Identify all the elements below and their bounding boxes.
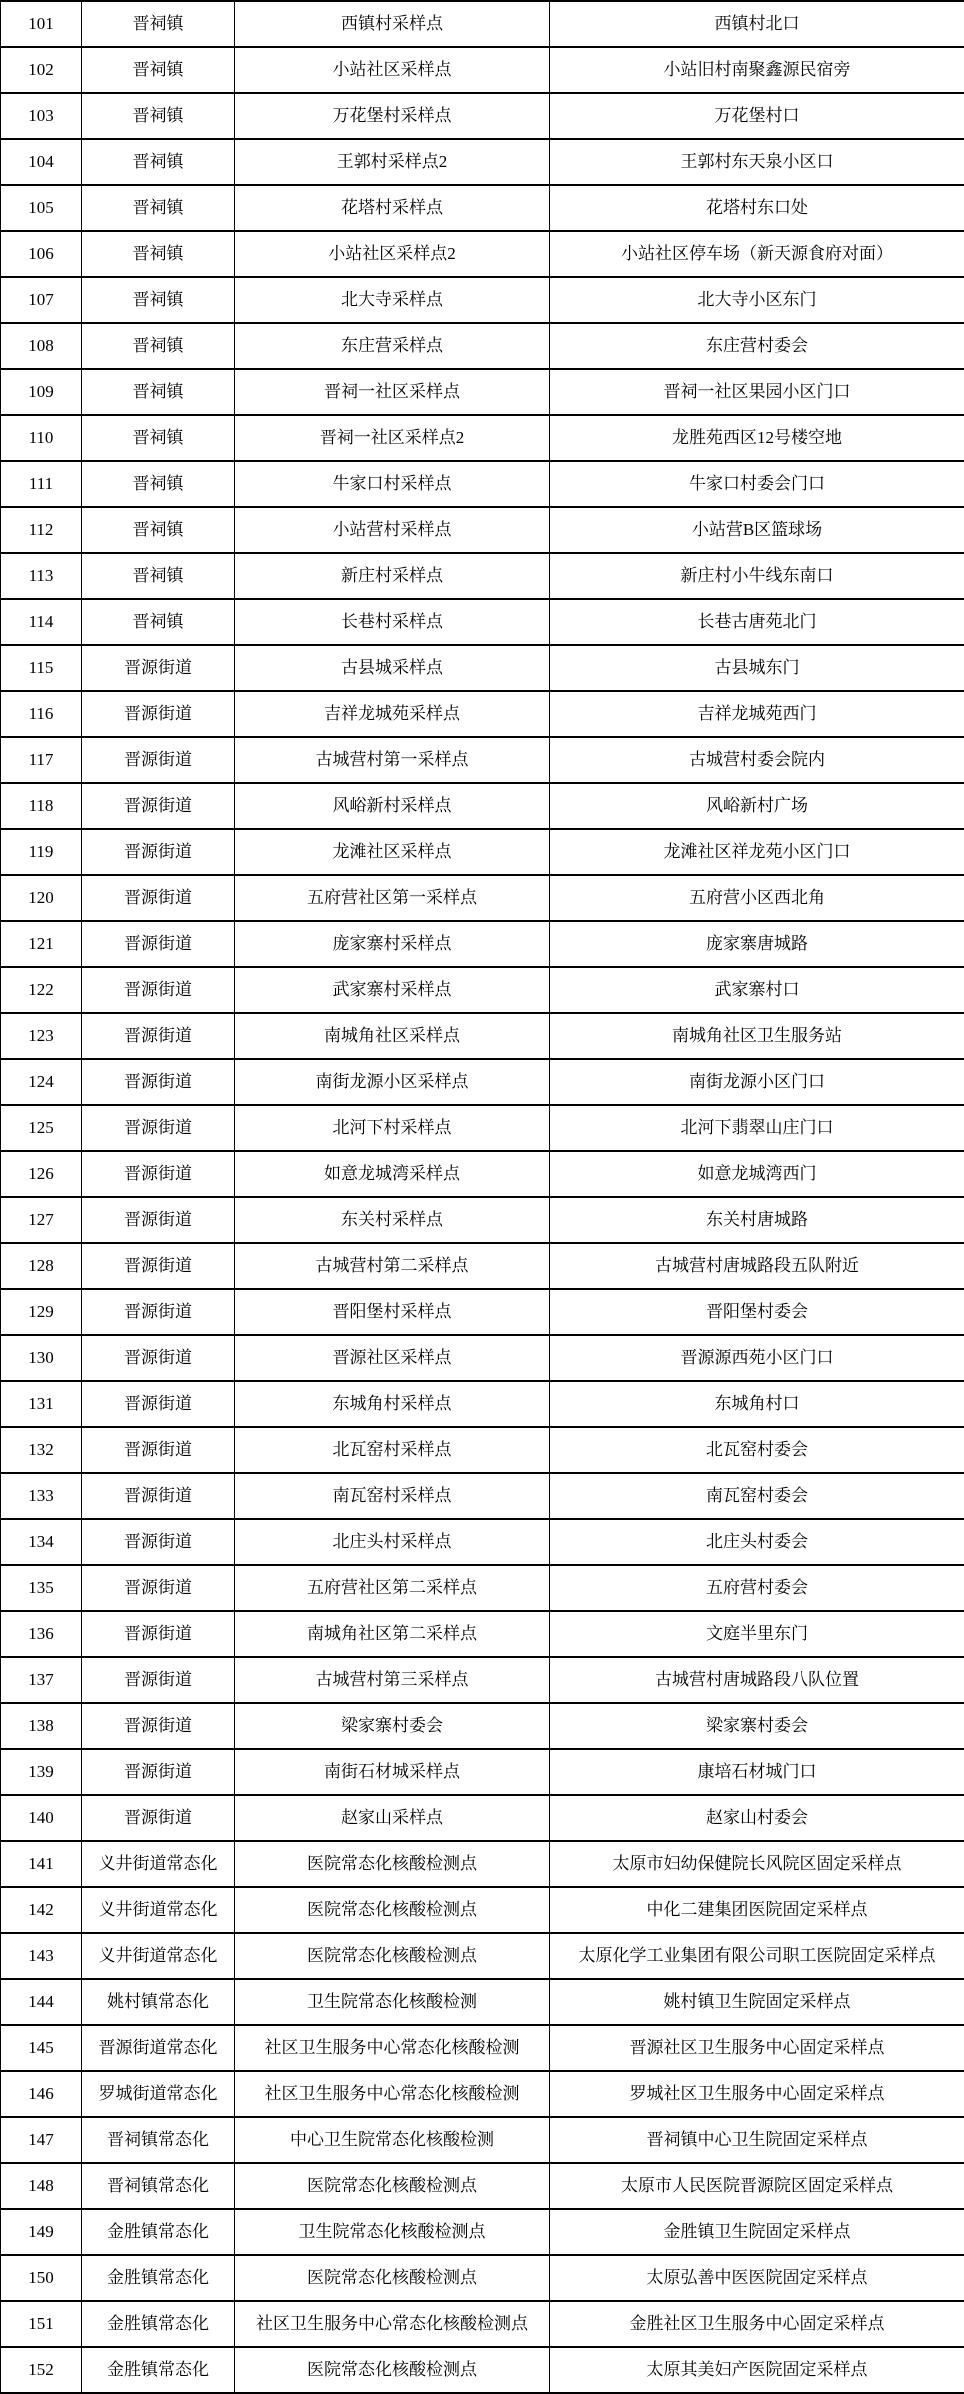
- row-number-cell: 111: [1, 461, 82, 507]
- point-name-cell: 花塔村采样点: [235, 185, 550, 231]
- point-name-cell: 北瓦窑村采样点: [235, 1427, 550, 1473]
- point-name-cell: 吉祥龙城苑采样点: [235, 691, 550, 737]
- district-cell: 晋源街道: [82, 1197, 235, 1243]
- point-name-cell: 晋源社区采样点: [235, 1335, 550, 1381]
- table-row: [1, 323, 964, 369]
- row-number-cell: 112: [1, 507, 82, 553]
- location-cell: 太原化学工业集团有限公司职工医院固定采样点: [550, 1933, 964, 1979]
- point-name-cell: 古城营村第三采样点: [235, 1657, 550, 1703]
- table-row: [1, 1335, 964, 1381]
- location-cell: 南街龙源小区门口: [550, 1059, 964, 1105]
- point-name-cell: 医院常态化核酸检测点: [235, 1841, 550, 1887]
- point-name-cell: 东城角村采样点: [235, 1381, 550, 1427]
- district-cell: 晋源街道: [82, 1795, 235, 1841]
- location-cell: 晋源社区卫生服务中心固定采样点: [550, 2025, 964, 2071]
- table-row: [1, 277, 964, 323]
- location-cell: 武家寨村口: [550, 967, 964, 1013]
- district-cell: 金胜镇常态化: [82, 2209, 235, 2255]
- table-row: [1, 93, 964, 139]
- point-name-cell: 北庄头村采样点: [235, 1519, 550, 1565]
- district-cell: 晋祠镇: [82, 47, 235, 93]
- table-row: [1, 1105, 964, 1151]
- point-name-cell: 卫生院常态化核酸检测点: [235, 2209, 550, 2255]
- row-number-cell: 133: [1, 1473, 82, 1519]
- table-row: [1, 599, 964, 645]
- location-cell: 金胜社区卫生服务中心固定采样点: [550, 2301, 964, 2347]
- row-number-cell: 115: [1, 645, 82, 691]
- district-cell: 晋源街道: [82, 1151, 235, 1197]
- location-cell: 北瓦窑村委会: [550, 1427, 964, 1473]
- table-row: [1, 2071, 964, 2117]
- point-name-cell: 晋祠一社区采样点2: [235, 415, 550, 461]
- row-number-cell: 131: [1, 1381, 82, 1427]
- location-cell: 古城营村委会院内: [550, 737, 964, 783]
- point-name-cell: 古城营村第二采样点: [235, 1243, 550, 1289]
- point-name-cell: 医院常态化核酸检测点: [235, 2347, 550, 2393]
- table-row: [1, 2301, 964, 2347]
- point-name-cell: 西镇村采样点: [235, 1, 550, 47]
- row-number-cell: 120: [1, 875, 82, 921]
- location-cell: 太原市妇幼保健院长风院区固定采样点: [550, 1841, 964, 1887]
- location-cell: 罗城社区卫生服务中心固定采样点: [550, 2071, 964, 2117]
- location-cell: 文庭半里东门: [550, 1611, 964, 1657]
- table-row: [1, 139, 964, 185]
- district-cell: 晋源街道: [82, 783, 235, 829]
- district-cell: 晋源街道: [82, 1289, 235, 1335]
- point-name-cell: 北大寺采样点: [235, 277, 550, 323]
- row-number-cell: 110: [1, 415, 82, 461]
- table-row: [1, 1565, 964, 1611]
- row-number-cell: 126: [1, 1151, 82, 1197]
- point-name-cell: 风峪新村采样点: [235, 783, 550, 829]
- row-number-cell: 135: [1, 1565, 82, 1611]
- row-number-cell: 152: [1, 2347, 82, 2393]
- point-name-cell: 南街石材城采样点: [235, 1749, 550, 1795]
- table-row: [1, 829, 964, 875]
- row-number-cell: 128: [1, 1243, 82, 1289]
- table-row: [1, 2025, 964, 2071]
- row-number-cell: 102: [1, 47, 82, 93]
- district-cell: 金胜镇常态化: [82, 2255, 235, 2301]
- location-cell: 晋源源西苑小区门口: [550, 1335, 964, 1381]
- row-number-cell: 143: [1, 1933, 82, 1979]
- table-row: [1, 1887, 964, 1933]
- point-name-cell: 中心卫生院常态化核酸检测: [235, 2117, 550, 2163]
- location-cell: 北大寺小区东门: [550, 277, 964, 323]
- location-cell: 长巷古唐苑北门: [550, 599, 964, 645]
- location-cell: 东庄营村委会: [550, 323, 964, 369]
- table-row: [1, 553, 964, 599]
- location-cell: 晋祠一社区果园小区门口: [550, 369, 964, 415]
- point-name-cell: 卫生院常态化核酸检测: [235, 1979, 550, 2025]
- district-cell: 金胜镇常态化: [82, 2301, 235, 2347]
- district-cell: 晋源街道: [82, 1565, 235, 1611]
- district-cell: 晋祠镇: [82, 461, 235, 507]
- row-number-cell: 101: [1, 1, 82, 47]
- location-cell: 西镇村北口: [550, 1, 964, 47]
- table-row: [1, 185, 964, 231]
- location-cell: 北庄头村委会: [550, 1519, 964, 1565]
- table-row: [1, 1841, 964, 1887]
- district-cell: 晋祠镇: [82, 599, 235, 645]
- location-cell: 金胜镇卫生院固定采样点: [550, 2209, 964, 2255]
- location-cell: 万花堡村口: [550, 93, 964, 139]
- location-cell: 古县城东门: [550, 645, 964, 691]
- district-cell: 晋祠镇常态化: [82, 2163, 235, 2209]
- district-cell: 晋祠镇: [82, 369, 235, 415]
- location-cell: 晋阳堡村委会: [550, 1289, 964, 1335]
- row-number-cell: 105: [1, 185, 82, 231]
- table-row: [1, 1381, 964, 1427]
- row-number-cell: 119: [1, 829, 82, 875]
- point-name-cell: 武家寨村采样点: [235, 967, 550, 1013]
- table-row: [1, 1243, 964, 1289]
- district-cell: 晋祠镇: [82, 139, 235, 185]
- location-cell: 小站营B区篮球场: [550, 507, 964, 553]
- district-cell: 晋祠镇: [82, 323, 235, 369]
- location-cell: 南瓦窑村委会: [550, 1473, 964, 1519]
- row-number-cell: 116: [1, 691, 82, 737]
- row-number-cell: 125: [1, 1105, 82, 1151]
- district-cell: 晋祠镇: [82, 415, 235, 461]
- point-name-cell: 医院常态化核酸检测点: [235, 1887, 550, 1933]
- row-number-cell: 124: [1, 1059, 82, 1105]
- location-cell: 风峪新村广场: [550, 783, 964, 829]
- district-cell: 晋源街道: [82, 875, 235, 921]
- location-cell: 中化二建集团医院固定采样点: [550, 1887, 964, 1933]
- location-cell: 五府营村委会: [550, 1565, 964, 1611]
- location-cell: 小站社区停车场（新天源食府对面）: [550, 231, 964, 277]
- point-name-cell: 社区卫生服务中心常态化核酸检测: [235, 2071, 550, 2117]
- location-cell: 五府营小区西北角: [550, 875, 964, 921]
- table-row: [1, 2255, 964, 2301]
- table-row: [1, 2209, 964, 2255]
- table-row: [1, 921, 964, 967]
- location-cell: 梁家寨村委会: [550, 1703, 964, 1749]
- row-number-cell: 127: [1, 1197, 82, 1243]
- table-row: [1, 1657, 964, 1703]
- table-row: [1, 231, 964, 277]
- district-cell: 晋源街道: [82, 1013, 235, 1059]
- point-name-cell: 南瓦窑村采样点: [235, 1473, 550, 1519]
- point-name-cell: 晋阳堡村采样点: [235, 1289, 550, 1335]
- row-number-cell: 129: [1, 1289, 82, 1335]
- location-cell: 太原其美妇产医院固定采样点: [550, 2347, 964, 2393]
- location-cell: 赵家山村委会: [550, 1795, 964, 1841]
- location-cell: 吉祥龙城苑西门: [550, 691, 964, 737]
- location-cell: 新庄村小牛线东南口: [550, 553, 964, 599]
- point-name-cell: 东关村采样点: [235, 1197, 550, 1243]
- location-cell: 龙胜苑西区12号楼空地: [550, 415, 964, 461]
- point-name-cell: 五府营社区第二采样点: [235, 1565, 550, 1611]
- row-number-cell: 136: [1, 1611, 82, 1657]
- point-name-cell: 万花堡村采样点: [235, 93, 550, 139]
- district-cell: 义井街道常态化: [82, 1841, 235, 1887]
- table-row: [1, 1749, 964, 1795]
- location-cell: 王郭村东天泉小区口: [550, 139, 964, 185]
- row-number-cell: 123: [1, 1013, 82, 1059]
- point-name-cell: 医院常态化核酸检测点: [235, 2255, 550, 2301]
- table-row: [1, 691, 964, 737]
- location-cell: 姚村镇卫生院固定采样点: [550, 1979, 964, 2025]
- row-number-cell: 107: [1, 277, 82, 323]
- district-cell: 晋祠镇: [82, 185, 235, 231]
- row-number-cell: 106: [1, 231, 82, 277]
- district-cell: 晋源街道: [82, 1703, 235, 1749]
- table-row: [1, 2117, 964, 2163]
- point-name-cell: 牛家口村采样点: [235, 461, 550, 507]
- row-number-cell: 140: [1, 1795, 82, 1841]
- district-cell: 晋源街道: [82, 1749, 235, 1795]
- point-name-cell: 如意龙城湾采样点: [235, 1151, 550, 1197]
- location-cell: 古城营村唐城路段八队位置: [550, 1657, 964, 1703]
- location-cell: 东城角村口: [550, 1381, 964, 1427]
- point-name-cell: 南城角社区采样点: [235, 1013, 550, 1059]
- location-cell: 东关村唐城路: [550, 1197, 964, 1243]
- row-number-cell: 104: [1, 139, 82, 185]
- row-number-cell: 114: [1, 599, 82, 645]
- district-cell: 晋源街道: [82, 1473, 235, 1519]
- point-name-cell: 五府营社区第一采样点: [235, 875, 550, 921]
- point-name-cell: 龙滩社区采样点: [235, 829, 550, 875]
- district-cell: 晋祠镇: [82, 553, 235, 599]
- row-number-cell: 146: [1, 2071, 82, 2117]
- row-number-cell: 141: [1, 1841, 82, 1887]
- district-cell: 晋源街道: [82, 1335, 235, 1381]
- point-name-cell: 赵家山采样点: [235, 1795, 550, 1841]
- point-name-cell: 梁家寨村委会: [235, 1703, 550, 1749]
- district-cell: 晋源街道: [82, 921, 235, 967]
- table-row: [1, 1473, 964, 1519]
- row-number-cell: 139: [1, 1749, 82, 1795]
- row-number-cell: 109: [1, 369, 82, 415]
- district-cell: 晋源街道: [82, 1427, 235, 1473]
- district-cell: 晋源街道: [82, 1243, 235, 1289]
- row-number-cell: 138: [1, 1703, 82, 1749]
- point-name-cell: 东庄营采样点: [235, 323, 550, 369]
- table-row: [1, 1, 964, 47]
- location-cell: 古城营村唐城路段五队附近: [550, 1243, 964, 1289]
- table-row: [1, 875, 964, 921]
- district-cell: 晋源街道: [82, 1381, 235, 1427]
- row-number-cell: 147: [1, 2117, 82, 2163]
- point-name-cell: 庞家寨村采样点: [235, 921, 550, 967]
- district-cell: 晋源街道: [82, 967, 235, 1013]
- location-cell: 小站旧村南聚鑫源民宿旁: [550, 47, 964, 93]
- district-cell: 晋源街道: [82, 829, 235, 875]
- table-row: [1, 1197, 964, 1243]
- point-name-cell: 王郭村采样点2: [235, 139, 550, 185]
- table-row: [1, 967, 964, 1013]
- district-cell: 晋源街道: [82, 1105, 235, 1151]
- table-row: [1, 1933, 964, 1979]
- table-row: [1, 47, 964, 93]
- district-cell: 晋祠镇: [82, 277, 235, 323]
- row-number-cell: 103: [1, 93, 82, 139]
- location-cell: 北河下翡翠山庄门口: [550, 1105, 964, 1151]
- table-row: [1, 2347, 964, 2393]
- row-number-cell: 118: [1, 783, 82, 829]
- location-cell: 花塔村东口处: [550, 185, 964, 231]
- row-number-cell: 144: [1, 1979, 82, 2025]
- table-body: [1, 1, 964, 2393]
- row-number-cell: 142: [1, 1887, 82, 1933]
- row-number-cell: 134: [1, 1519, 82, 1565]
- table-row: [1, 1427, 964, 1473]
- point-name-cell: 医院常态化核酸检测点: [235, 1933, 550, 1979]
- table-row: [1, 415, 964, 461]
- location-cell: 如意龙城湾西门: [550, 1151, 964, 1197]
- point-name-cell: 古城营村第一采样点: [235, 737, 550, 783]
- district-cell: 晋源街道: [82, 691, 235, 737]
- point-name-cell: 社区卫生服务中心常态化核酸检测点: [235, 2301, 550, 2347]
- district-cell: 晋源街道: [82, 737, 235, 783]
- table-row: [1, 1519, 964, 1565]
- table-row: [1, 1289, 964, 1335]
- row-number-cell: 151: [1, 2301, 82, 2347]
- row-number-cell: 117: [1, 737, 82, 783]
- table-row: [1, 461, 964, 507]
- row-number-cell: 122: [1, 967, 82, 1013]
- location-cell: 龙滩社区祥龙苑小区门口: [550, 829, 964, 875]
- location-cell: 太原市人民医院晋源院区固定采样点: [550, 2163, 964, 2209]
- location-cell: 庞家寨唐城路: [550, 921, 964, 967]
- district-cell: 晋源街道常态化: [82, 2025, 235, 2071]
- district-cell: 晋源街道: [82, 1519, 235, 1565]
- district-cell: 晋祠镇: [82, 93, 235, 139]
- row-number-cell: 145: [1, 2025, 82, 2071]
- row-number-cell: 121: [1, 921, 82, 967]
- table-row: [1, 737, 964, 783]
- district-cell: 晋祠镇: [82, 1, 235, 47]
- table-row: [1, 645, 964, 691]
- point-name-cell: 南街龙源小区采样点: [235, 1059, 550, 1105]
- table-row: [1, 1795, 964, 1841]
- table-row: [1, 1151, 964, 1197]
- point-name-cell: 小站营村采样点: [235, 507, 550, 553]
- table-row: [1, 369, 964, 415]
- table-row: [1, 1013, 964, 1059]
- district-cell: 金胜镇常态化: [82, 2347, 235, 2393]
- table-row: [1, 1611, 964, 1657]
- row-number-cell: 108: [1, 323, 82, 369]
- table-row: [1, 507, 964, 553]
- row-number-cell: 148: [1, 2163, 82, 2209]
- point-name-cell: 社区卫生服务中心常态化核酸检测: [235, 2025, 550, 2071]
- district-cell: 姚村镇常态化: [82, 1979, 235, 2025]
- row-number-cell: 150: [1, 2255, 82, 2301]
- table-row: [1, 1703, 964, 1749]
- district-cell: 晋源街道: [82, 645, 235, 691]
- point-name-cell: 北河下村采样点: [235, 1105, 550, 1151]
- row-number-cell: 130: [1, 1335, 82, 1381]
- point-name-cell: 医院常态化核酸检测点: [235, 2163, 550, 2209]
- location-cell: 晋祠镇中心卫生院固定采样点: [550, 2117, 964, 2163]
- district-cell: 义井街道常态化: [82, 1887, 235, 1933]
- district-cell: 晋源街道: [82, 1657, 235, 1703]
- point-name-cell: 小站社区采样点2: [235, 231, 550, 277]
- point-name-cell: 新庄村采样点: [235, 553, 550, 599]
- table-row: [1, 1979, 964, 2025]
- location-cell: 牛家口村委会门口: [550, 461, 964, 507]
- point-name-cell: 南城角社区第二采样点: [235, 1611, 550, 1657]
- district-cell: 晋祠镇: [82, 231, 235, 277]
- district-cell: 晋祠镇常态化: [82, 2117, 235, 2163]
- row-number-cell: 113: [1, 553, 82, 599]
- location-cell: 太原弘善中医医院固定采样点: [550, 2255, 964, 2301]
- point-name-cell: 晋祠一社区采样点: [235, 369, 550, 415]
- district-cell: 晋祠镇: [82, 507, 235, 553]
- district-cell: 晋源街道: [82, 1611, 235, 1657]
- point-name-cell: 古县城采样点: [235, 645, 550, 691]
- row-number-cell: 137: [1, 1657, 82, 1703]
- row-number-cell: 132: [1, 1427, 82, 1473]
- district-cell: 义井街道常态化: [82, 1933, 235, 1979]
- location-cell: 南城角社区卫生服务站: [550, 1013, 964, 1059]
- table-row: [1, 1059, 964, 1105]
- table-row: [1, 783, 964, 829]
- district-cell: 罗城街道常态化: [82, 2071, 235, 2117]
- table-row: [1, 2163, 964, 2209]
- location-cell: 康培石材城门口: [550, 1749, 964, 1795]
- point-name-cell: 小站社区采样点: [235, 47, 550, 93]
- point-name-cell: 长巷村采样点: [235, 599, 550, 645]
- row-number-cell: 149: [1, 2209, 82, 2255]
- district-cell: 晋源街道: [82, 1059, 235, 1105]
